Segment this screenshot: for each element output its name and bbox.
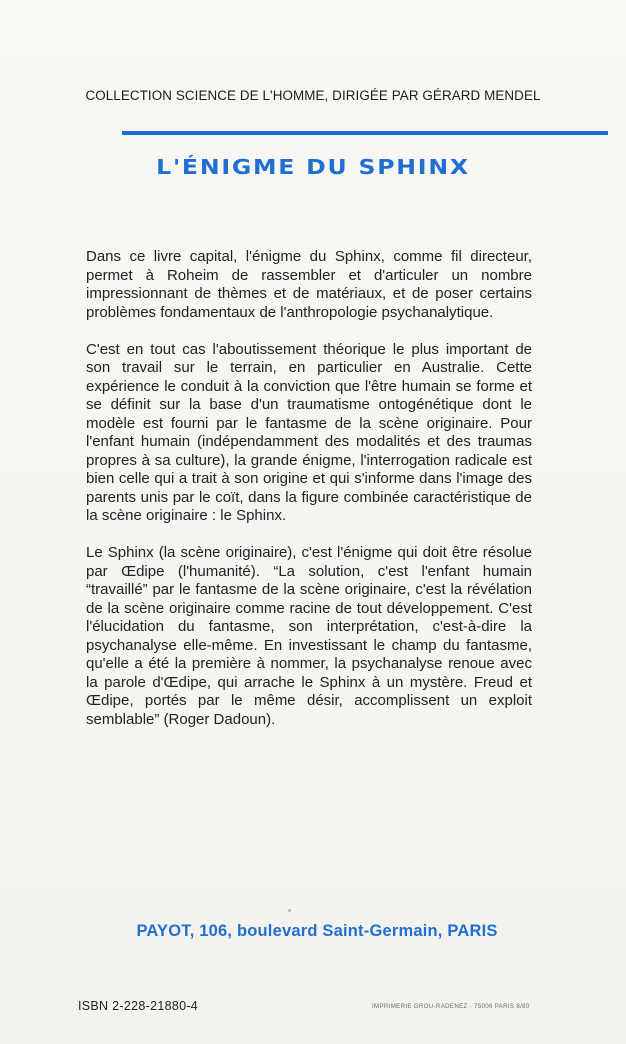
book-title: L'ÉNIGME DU SPHINX xyxy=(156,155,470,179)
isbn-number: ISBN 2-228-21880-4 xyxy=(78,999,199,1013)
blurb xyxy=(86,248,532,748)
series-line: COLLECTION SCIENCE DE L'HOMME, DIRIGÉE PAR GÉRARD MENDEL xyxy=(85,88,541,103)
printer-imprint: IMPRIMERIE GROU-RADENEZ · 75006 PARIS 8/80 xyxy=(372,1003,530,1010)
publisher-address: PAYOT, 106, boulevard Saint-Germain, PARIS xyxy=(136,922,498,940)
blurb-paragraph: Dans ce livre capital, l'énigme du Sphinx, comme fil directeur, permet à Roheim de rassembler et d'articuler un nombre impressionnant de thèmes et de matériaux, et de poser certains problèmes fondamentaux de l'anthropologie psychanalytique. xyxy=(86,248,532,321)
paper-speck xyxy=(288,909,291,912)
blurb-paragraph: Le Sphinx (la scène originaire), c'est l'énigme qui doit être résolue par Œdipe (l'humanité). “La solution, c'est l'enfant humain “travaillé” par le fantasme de la scène originaire, c'est la révélation de la scène originaire comme racine de tout développement. C'est l'élucidation du fantasme, son interprétation, c'est-à-dire la psychanalyse elle-même. En investissant le champ du fantasme, qu'elle a été la première à nommer, la psychanalyse renoue avec la parole d'Œdipe, qui arrache le Sphinx à un mystère. Freud et Œdipe, portés par le même désir, accomplissent un exploit semblable” (Roger Dadoun). xyxy=(86,544,532,728)
blue-rule-divider xyxy=(122,131,608,135)
blurb-paragraph: C'est en tout cas l'aboutissement théorique le plus important de son travail sur le terrain, en particulier en Australie. Cette expérience le conduit à la conviction que l'être humain se forme et se définit sur la base d'un traumatisme ontogénétique dont le modèle est fourni par le fantasme de la scène originaire. Pour l'enfant humain (indépendamment des modalités et des traumas propres à sa culture), la grande énigme, l'interrogation radicale est bien celle qui a trait à son origine et qui s'informe dans l'image des parents unis par le coït, dans la figure combinée caractéristique de la scène originaire : le Sphinx. xyxy=(86,340,532,524)
